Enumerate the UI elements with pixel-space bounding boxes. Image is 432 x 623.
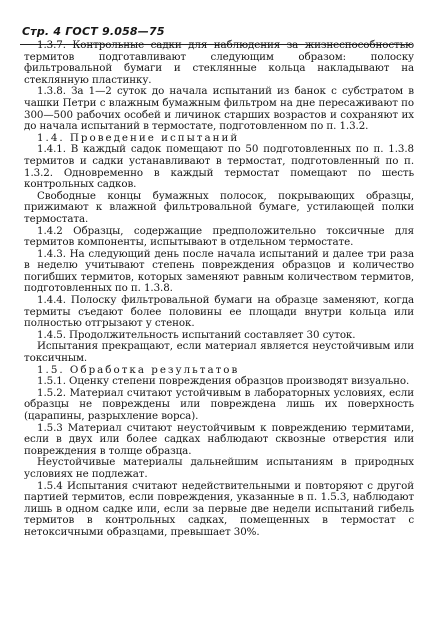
clause-1-4-1: 1.4.1. В каждый садок помещают по 50 подготовленных по п. 1.3.8 термитов и садки устанавливают в термостат, подготовленный по п. 1.3.2. Одновременно в каждый термостат помещают по шесть контрольных садков.: [24, 143, 414, 191]
clause-1-4-4: 1.4.4. Полоску фильтровальной бумаги на образце заменяют, когда термиты съедают более половины ее площади внутри кольца или полностью отгрызают у стенок.: [24, 294, 414, 330]
clause-1-4-2: 1.4.2 Образцы, содержащие предположительно токсичные для термитов компоненты, испытывают в отдельном термостате.: [24, 224, 414, 249]
paragraph-test-stop: Испытания прекращают, если материал является неустойчивым или токсичным.: [24, 340, 414, 365]
section-heading-1-4: 1.4. Проведение испытаний: [37, 131, 240, 144]
clause-1-4-5: 1.4.5. Продолжительность испытаний составляет 30 суток.: [37, 328, 356, 341]
page-number-and-standard: Стр. 4 ГОСТ 9.058—75: [22, 25, 165, 38]
clause-1-4-3: 1.4.3. На следующий день после начала испытаний и далее три раза в неделю учитывают степень повреждения образцов и количество погибших термитов, которых заменяют равным количеством термитов, подготовленных по п. 1.3.8.: [24, 247, 414, 295]
document-body: [24, 40, 414, 539]
clause-1-5-2: 1.5.2. Материал считают устойчивым в лабораторных условиях, если образцы не повреждены или повреждена лишь их поверхность (царапины, разрыхление ворса).: [24, 386, 414, 422]
clause-1-3-8: 1.3.8. За 1—2 суток до начала испытаний из банок с субстратом в чашки Петри с влажным бумажным фильтром на дне пересаживают по 300—500 рабочих особей и личинок старших возрастов и сохраняют их до начала испытаний в термостате, подготовленном по п. 1.3.2.: [24, 85, 414, 133]
clause-1-5-3: 1.5.3 Материал считают неустойчивым к повреждению термитами, если в двух или более садках наблюдают сквозные отверстия или повреждения в толще образца.: [24, 421, 414, 457]
clause-1-5-1: 1.5.1. Оценку степени повреждения образцов производят визуально.: [37, 375, 410, 388]
paragraph-unstable-materials: Неустойчивые материалы дальнейшим испытаниям в природных условиях не подлежат.: [24, 456, 414, 480]
section-heading-1-5: 1.5. Обработка результатов: [37, 363, 240, 376]
paragraph-strip-ends: Свободные концы бумажных полосок, покрывающих образцы, прижимают к влажной фильтровальной бумаге, устилающей полки термостата.: [24, 189, 414, 225]
clause-1-5-4: 1.5.4 Испытания считают недействительными и повторяют с другой партией термитов, если повреждения, указанные в п. 1.5.3, наблюдают лишь в одном садке или, если за первые две недели испытаний гибель термитов в контрольных садках, помещенных в термостат с нетоксичными образцами, превышает 30%.: [24, 479, 414, 538]
clause-1-3-7: 1.3.7. Контрольные садки для наблюдения за жизнеспособностью термитов подготавливают следующим образом: полоску фильтровальной бумаги и стеклянные кольца накладывают на стеклянную пластинку.: [24, 39, 414, 86]
